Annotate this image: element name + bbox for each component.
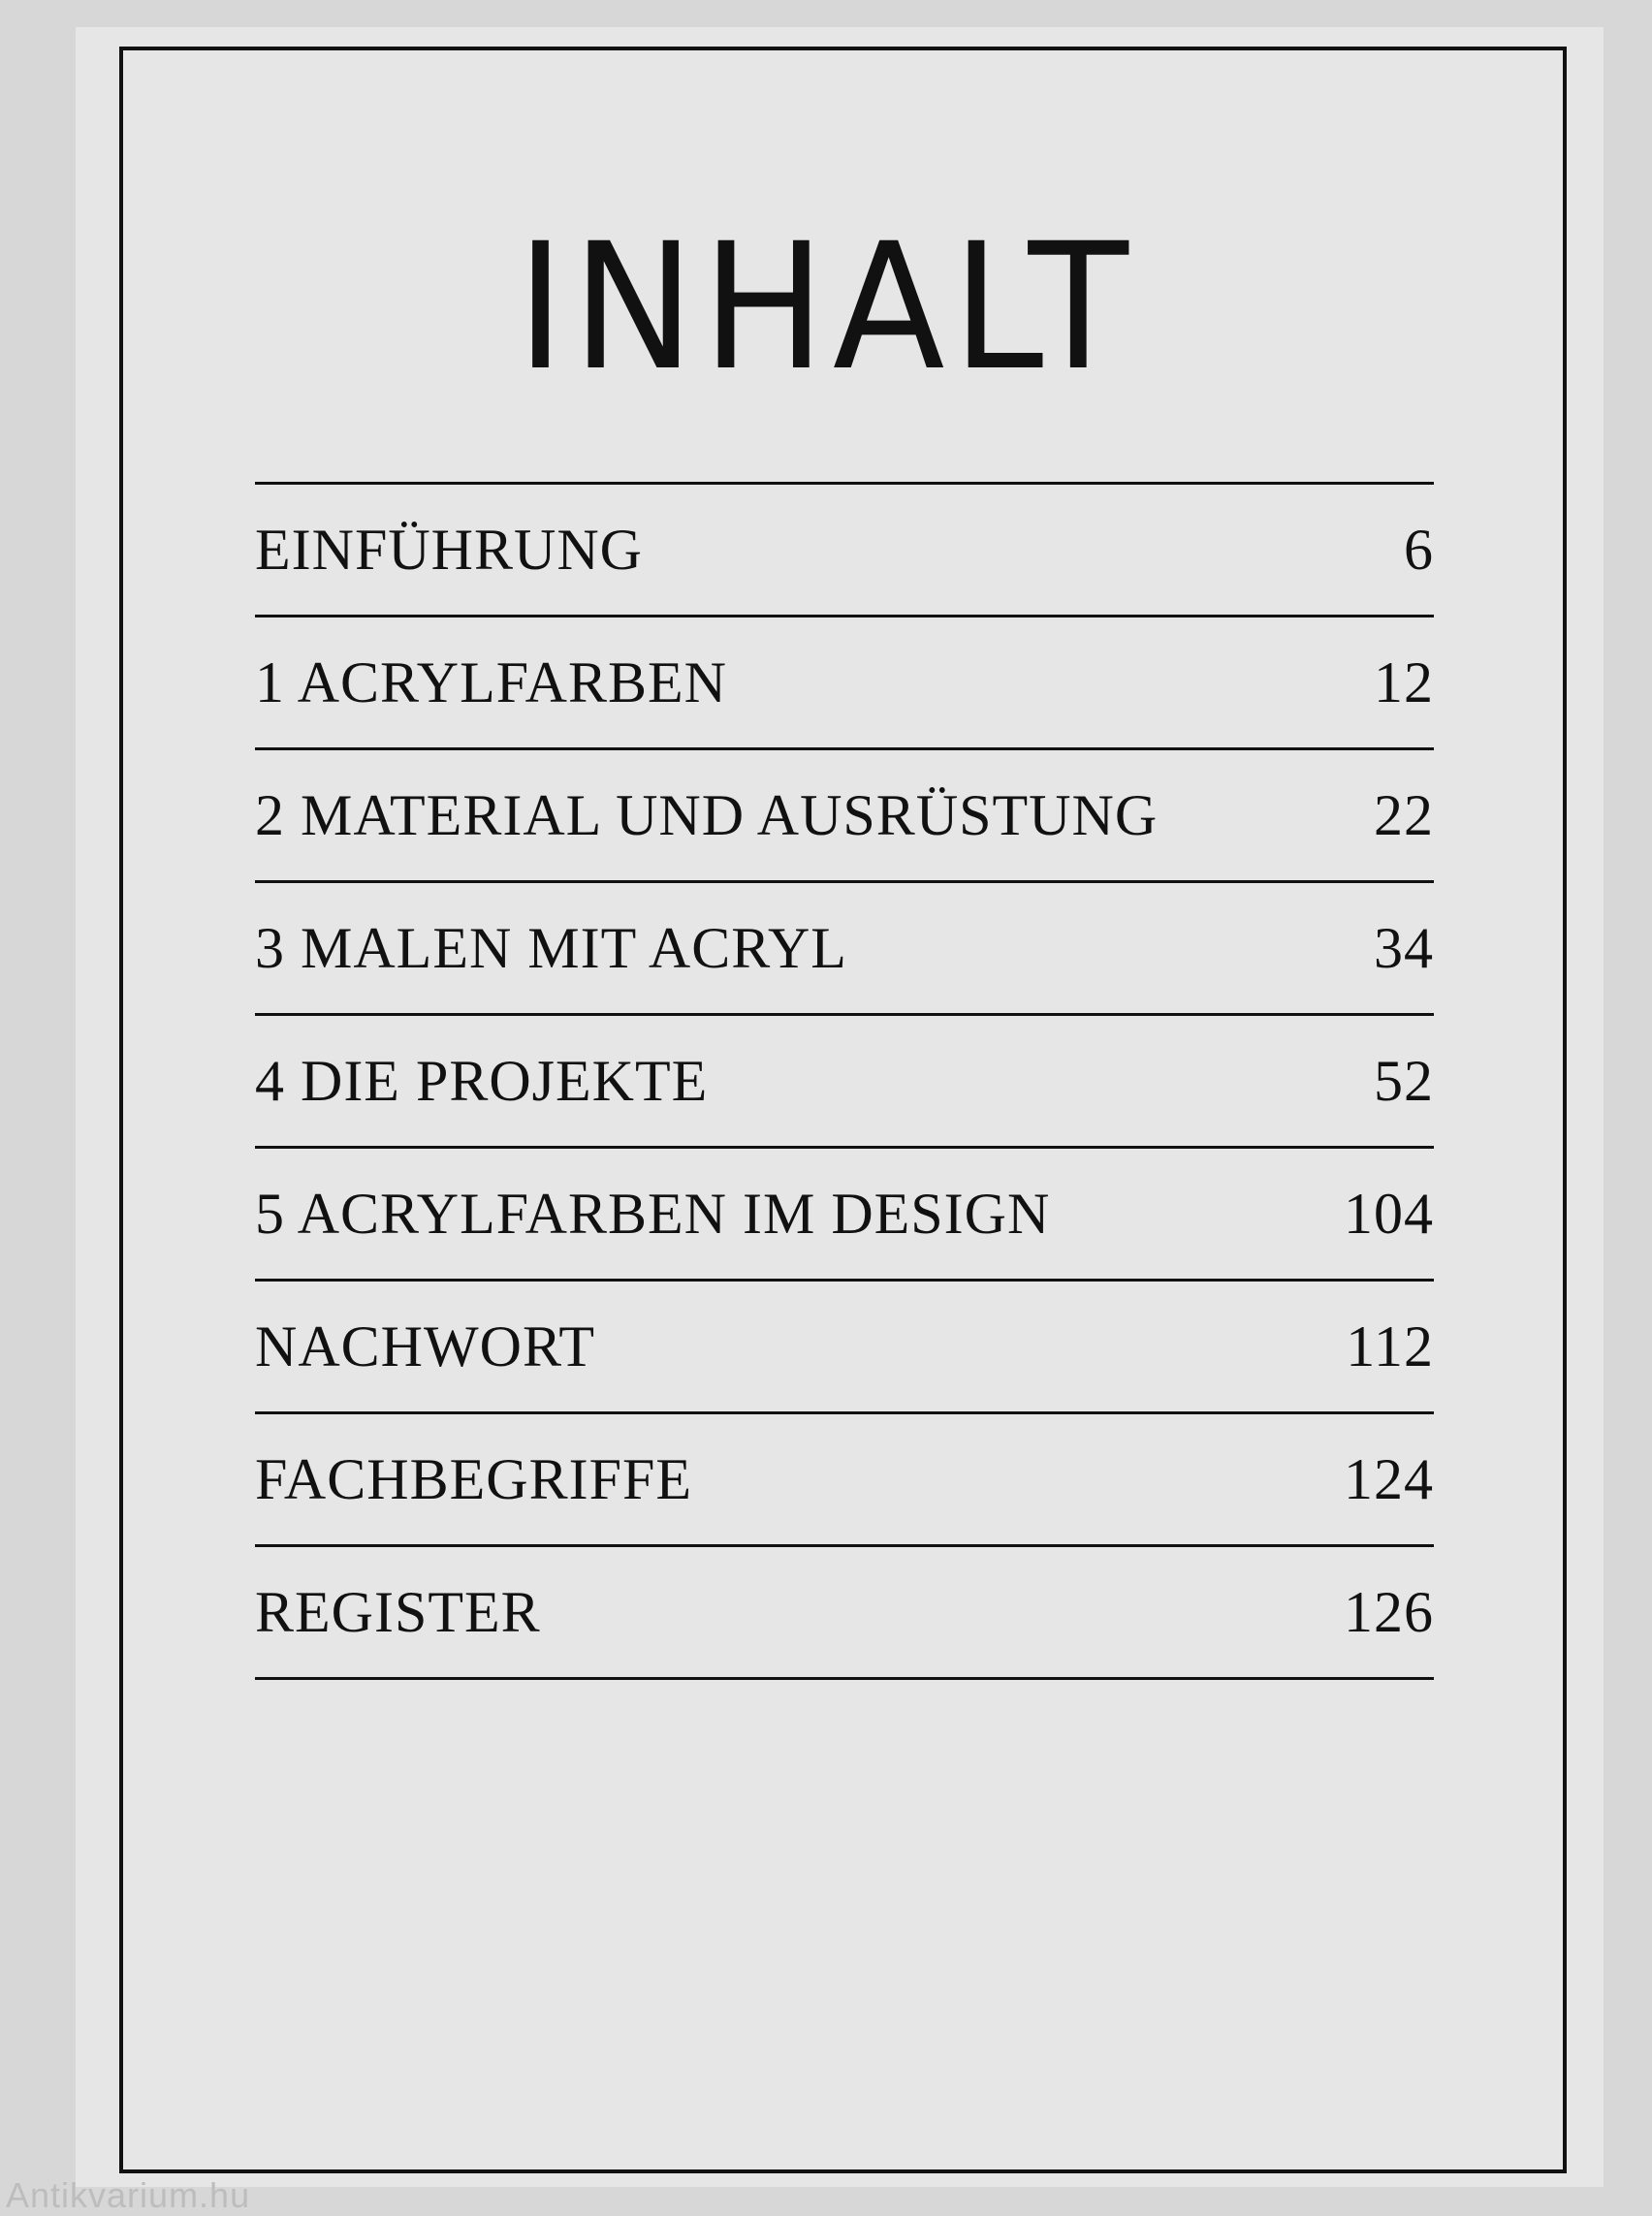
toc-row-material [255,750,1434,883]
toc-entry-label: 1 ACRYLFARBEN [255,649,727,714]
toc-page-number: 112 [1346,1314,1434,1378]
toc-entry-label: 2 MATERIAL UND AUSRÜSTUNG [255,782,1159,847]
toc-page-number: 104 [1344,1181,1434,1246]
toc-page-number: 126 [1344,1579,1434,1644]
toc-entry-label: FACHBEGRIFFE [255,1446,692,1511]
toc-page-number: 34 [1374,915,1434,980]
toc-row-projekte [255,1016,1434,1149]
toc-row-fachbegriffe [255,1414,1434,1547]
page-title: INHALT [516,206,1136,409]
toc-entry-label: NACHWORT [255,1314,596,1378]
toc-entry-label: 5 ACRYLFARBEN IM DESIGN [255,1181,1051,1246]
toc-page-number: 124 [1344,1446,1434,1511]
toc-entry-label: EINFÜHRUNG [255,517,643,582]
toc-entry-label: 4 DIE PROJEKTE [255,1048,709,1113]
toc-row-acrylfarben [255,617,1434,750]
toc-page-number: 12 [1374,649,1434,714]
toc-row-nachwort [255,1282,1434,1414]
toc-page-number: 52 [1374,1048,1434,1113]
toc-entry-label: REGISTER [255,1579,541,1644]
table-of-contents [255,482,1434,1680]
toc-row-design [255,1149,1434,1282]
toc-row-einfuehrung [255,485,1434,617]
toc-page-number: 6 [1404,517,1434,582]
watermark-text: Antikvarium.hu [6,2175,251,2215]
toc-page-number: 22 [1374,782,1434,847]
toc-row-malen [255,883,1434,1016]
toc-entry-label: 3 MALEN MIT ACRYL [255,915,847,980]
toc-row-register [255,1547,1434,1680]
